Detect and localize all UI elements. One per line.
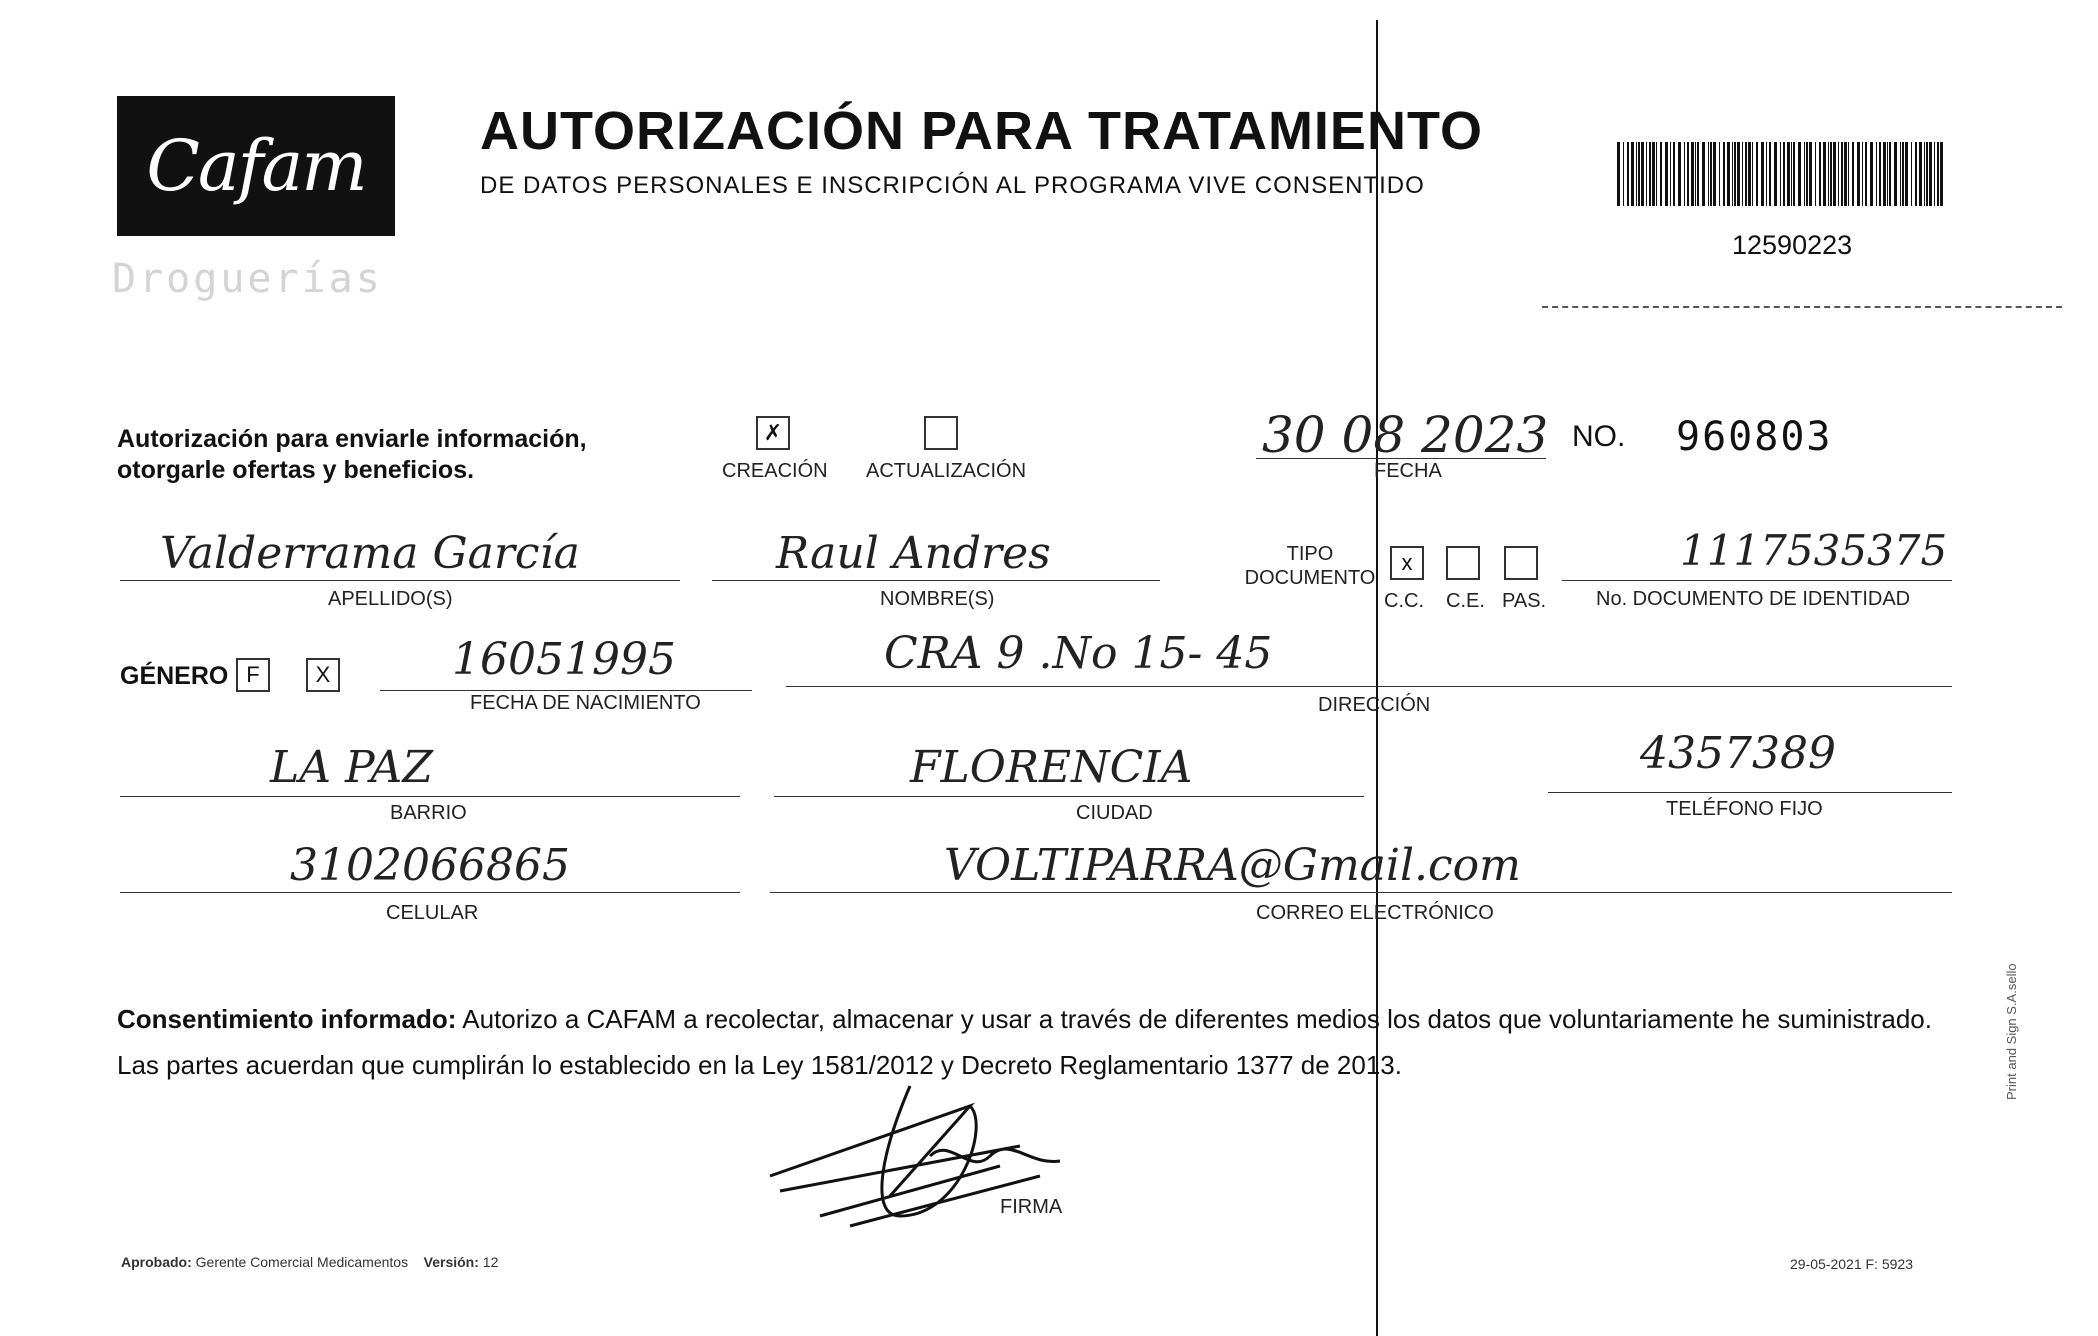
documento-value: 1117535375 xyxy=(1680,526,1948,575)
ciudad-label: CIUDAD xyxy=(1076,802,1153,824)
celular-label: CELULAR xyxy=(386,902,479,924)
direccion-line xyxy=(786,686,1952,687)
pas-label: PAS. xyxy=(1502,590,1547,612)
apellidos-label: APELLIDO(S) xyxy=(328,588,453,610)
ciudad-line xyxy=(774,796,1364,797)
fecha-value: 30 08 2023 xyxy=(1262,406,1549,464)
no-label: NO. xyxy=(1572,420,1626,453)
m-checkbox[interactable] xyxy=(306,658,340,692)
firma-label: FIRMA xyxy=(1000,1196,1063,1218)
m-check-mark: X xyxy=(315,662,331,687)
creacion-checkbox[interactable] xyxy=(756,416,790,450)
nombres-label: NOMBRE(S) xyxy=(880,588,995,610)
version-label: Versión: xyxy=(423,1254,479,1270)
documento-label: No. DOCUMENTO DE IDENTIDAD xyxy=(1596,588,1911,610)
aprobado-label: Aprobado: xyxy=(121,1254,192,1270)
logo-text: Cafam xyxy=(146,125,366,207)
nacimiento-label: FECHA DE NACIMIENTO xyxy=(470,692,701,714)
cc-check-mark: x xyxy=(1401,550,1413,575)
celular-value: 3102066865 xyxy=(290,840,570,891)
actualizacion-checkbox[interactable] xyxy=(924,416,958,450)
direccion-value: CRA 9 .No 15- 45 xyxy=(884,628,1273,679)
logo-subtitle: Droguerías xyxy=(112,256,383,302)
actualizacion-label: ACTUALIZACIÓN xyxy=(866,460,1027,482)
correo-value: VOLTIPARRA@Gmail.com xyxy=(944,840,1521,891)
telefono-value: 4357389 xyxy=(1640,728,1836,779)
f-checkbox[interactable] xyxy=(236,658,270,692)
barrio-label: BARRIO xyxy=(390,802,467,824)
barcode-icon xyxy=(1617,142,1947,206)
version-value: 12 xyxy=(482,1254,499,1270)
telefono-label: TELÉFONO FIJO xyxy=(1666,798,1823,820)
authorization-label xyxy=(117,424,587,486)
cafam-logo xyxy=(117,96,395,236)
apellidos-value: Valderrama García xyxy=(160,528,580,579)
creacion-check-mark: ✗ xyxy=(763,420,783,445)
direccion-label: DIRECCIÓN xyxy=(1318,694,1431,716)
cut-dashed-line xyxy=(1542,306,2062,308)
creacion-label: CREACIÓN xyxy=(722,460,828,482)
correo-line xyxy=(770,892,1952,893)
f-label: F xyxy=(246,662,260,687)
barrio-value: LA PAZ xyxy=(270,742,433,793)
tipo-documento-line2: DOCUMENTO xyxy=(1244,567,1376,589)
printer-vertical-text: Print and Sign S.A.sello xyxy=(2004,963,2019,1100)
cc-label: C.C. xyxy=(1384,590,1424,612)
footer-date-code: 29-05-2021 F: 5923 xyxy=(1790,1256,1913,1272)
aprobado-value: Gerente Comercial Medicamentos xyxy=(195,1254,409,1270)
page-fold-line xyxy=(1376,20,1378,1336)
authorization-label-line1: Autorización para enviarle información, xyxy=(117,425,587,453)
footer-approval xyxy=(121,1254,498,1270)
telefono-line xyxy=(1548,792,1952,793)
no-value: 960803 xyxy=(1676,414,1833,460)
fecha-line xyxy=(1256,458,1546,459)
consent-heading: Consentimiento informado: xyxy=(117,1004,457,1034)
cc-checkbox[interactable] xyxy=(1390,546,1424,580)
barrio-line xyxy=(120,796,740,797)
consent-text: Autorizo a CAFAM a recolectar, almacenar y usar a través de diferentes medios los datos que voluntariamente he suministrado. Las partes acuerdan que cumplirán lo establecido en la Ley 1581/2012 y Decreto Reglamentario 1377 de 2013. xyxy=(117,1004,1932,1080)
ce-label: C.E. xyxy=(1446,590,1485,612)
documento-line xyxy=(1562,580,1952,581)
correo-label: CORREO ELECTRÓNICO xyxy=(1256,902,1494,924)
signature-mark xyxy=(760,1066,1120,1236)
fecha-label: FECHA xyxy=(1374,460,1442,482)
nombres-line xyxy=(712,580,1160,581)
genero-label: GÉNERO xyxy=(120,662,229,690)
barcode-number: 12590223 xyxy=(1732,230,1853,260)
nombres-value: Raul Andres xyxy=(776,528,1051,579)
nacimiento-value: 16051995 xyxy=(452,634,676,685)
form-subtitle: DE DATOS PERSONALES E INSCRIPCIÓN AL PROGRAMA VIVE CONSENTIDO xyxy=(480,172,1425,199)
tipo-documento-label xyxy=(1240,542,1380,590)
ce-checkbox[interactable] xyxy=(1446,546,1480,580)
celular-line xyxy=(120,892,740,893)
nacimiento-line xyxy=(380,690,752,691)
apellidos-line xyxy=(120,580,680,581)
authorization-label-line2: otorgarle ofertas y beneficios. xyxy=(117,456,475,484)
pas-checkbox[interactable] xyxy=(1504,546,1538,580)
tipo-documento-line1: TIPO xyxy=(1286,543,1334,565)
form-title: AUTORIZACIÓN PARA TRATAMIENTO xyxy=(480,101,1483,161)
ciudad-value: FLORENCIA xyxy=(910,742,1193,793)
